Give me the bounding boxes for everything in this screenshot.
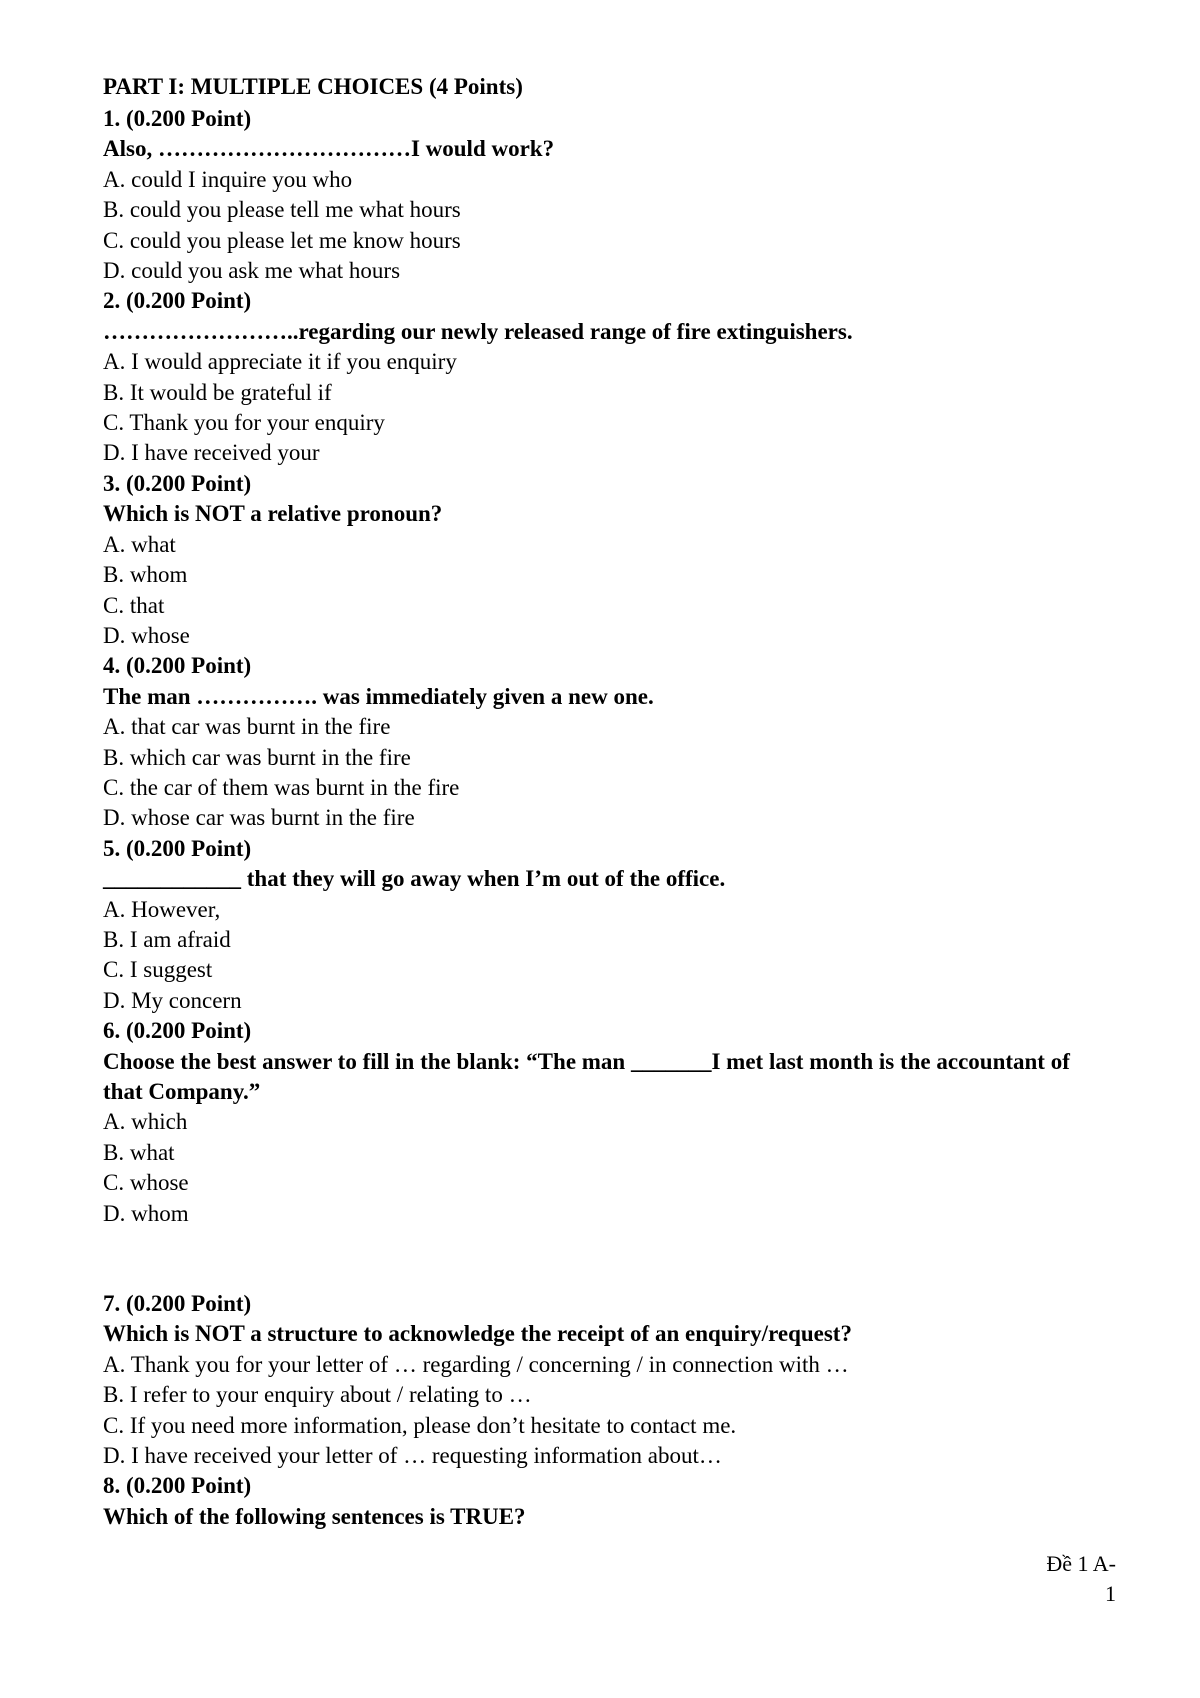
answer-option: C. whose [103, 1170, 189, 1196]
answer-option: B. I refer to your enquiry about / relating to … [103, 1382, 532, 1408]
answer-option: A. what [103, 531, 176, 557]
answer-option: C. the car of them was burnt in the fire [103, 774, 460, 800]
answer-option: D. whose [103, 622, 190, 648]
question-text: The man ……………. was immediately given a new one. [103, 683, 654, 709]
question-block [103, 1016, 1103, 1229]
question-block [103, 469, 1103, 651]
answer-option: A. I would appreciate it if you enquiry [103, 349, 457, 375]
answer-option: B. whom [103, 562, 188, 588]
answer-option: C. If you need more information, please don’t hesitate to contact me. [103, 1412, 737, 1438]
answer-option: B. could you please tell me what hours [103, 197, 461, 223]
answer-option: D. My concern [103, 987, 242, 1013]
answer-option: A. could I inquire you who [103, 166, 353, 192]
answer-option: D. I have received your [103, 440, 320, 466]
footer-page-number: 1 [1105, 1581, 1116, 1606]
answer-option: D. could you ask me what hours [103, 258, 401, 284]
question-block [103, 104, 1103, 286]
question-number: 1. (0.200 Point) [103, 106, 252, 131]
answer-option: A. which [103, 1109, 188, 1135]
question-text: Which of the following sentences is TRUE? [103, 1503, 526, 1529]
question-number: 6. (0.200 Point) [103, 1018, 252, 1044]
question-block [103, 1289, 1103, 1471]
answer-option: B. which car was burnt in the fire [103, 744, 411, 770]
answer-option: D. I have received your letter of … requesting information about… [103, 1443, 722, 1469]
question-block [103, 286, 1103, 468]
answer-option: A. Thank you for your letter of … regarding / concerning / in connection with … [103, 1351, 849, 1377]
answer-option: A. that car was burnt in the fire [103, 714, 391, 740]
question-text: Also, ……………………………I would work? [103, 136, 555, 162]
answer-option: C. I suggest [103, 957, 213, 983]
answer-option: C. that [103, 592, 165, 618]
question-group-1 [103, 104, 1103, 1229]
question-block [103, 651, 1103, 833]
question-text: Which is NOT a relative pronoun? [103, 501, 443, 527]
question-text: Which is NOT a structure to acknowledge the receipt of an enquiry/request? [103, 1321, 852, 1347]
question-number: 2. (0.200 Point) [103, 288, 252, 314]
answer-option: D. whom [103, 1200, 189, 1226]
question-number: 7. (0.200 Point) [103, 1291, 252, 1317]
answer-option: B. what [103, 1139, 175, 1165]
question-number: 4. (0.200 Point) [103, 653, 252, 679]
page-gap [103, 1229, 1103, 1289]
answer-option: B. It would be grateful if [103, 379, 332, 405]
question-number: 3. (0.200 Point) [103, 470, 252, 496]
answer-option: A. However, [103, 896, 221, 922]
question-text: Choose the best answer to fill in the blank: “The man _______I met last month is the accountant of that Company.” [103, 1048, 1070, 1104]
answer-option: B. I am afraid [103, 926, 231, 952]
page-footer [1010, 1549, 1116, 1609]
question-number: 8. (0.200 Point) [103, 1473, 252, 1499]
answer-option: C. could you please let me know hours [103, 227, 461, 253]
question-block [103, 1471, 1103, 1532]
answer-option: C. Thank you for your enquiry [103, 410, 385, 436]
question-text: ____________ that they will go away when I’m out of the office. [103, 866, 726, 892]
document-content [103, 72, 1103, 1532]
part-title: PART I: MULTIPLE CHOICES (4 Points) [103, 74, 523, 99]
question-number: 5. (0.200 Point) [103, 835, 252, 861]
question-block [103, 834, 1103, 1016]
question-group-2 [103, 1289, 1103, 1532]
footer-code: Đề 1 A- [1046, 1551, 1116, 1576]
question-text: ……………………..regarding our newly released range of fire extinguishers. [103, 318, 853, 344]
answer-option: D. whose car was burnt in the fire [103, 805, 415, 831]
